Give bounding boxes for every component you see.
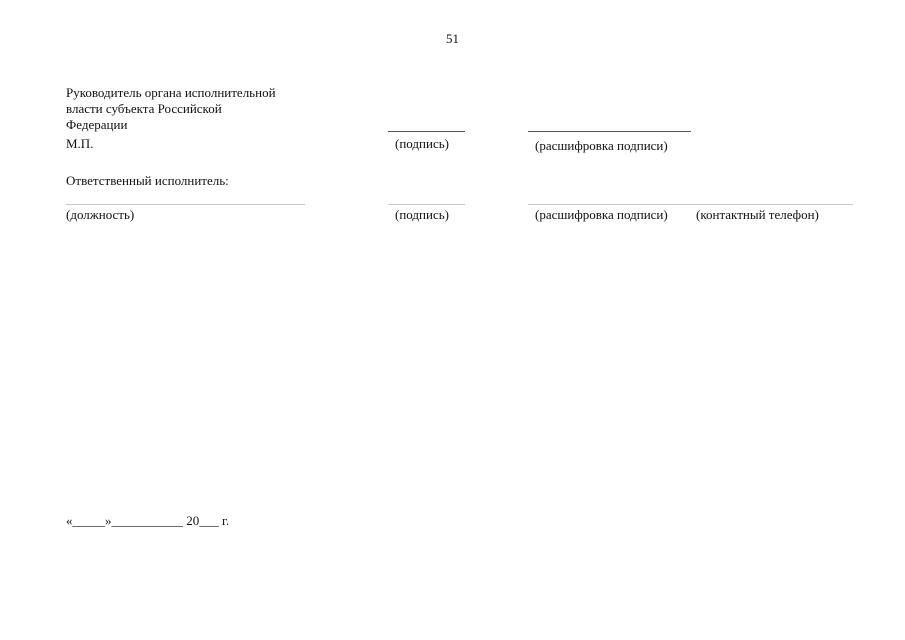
page-number: 51 <box>446 31 459 46</box>
head-decoding-line <box>528 131 691 132</box>
executor-signature-line <box>388 204 465 205</box>
executor-decoding-phone-line <box>528 204 853 205</box>
executor-phone-caption: (контактный телефон) <box>696 207 819 222</box>
executor-signature-caption: (подпись) <box>395 207 449 222</box>
head-title-line-3: Федерации <box>66 117 128 132</box>
head-signature-caption: (подпись) <box>395 136 449 151</box>
executor-position-line <box>66 204 305 205</box>
date-line: «_____»___________ 20___ г. <box>66 513 230 528</box>
head-title-line-1: Руководитель органа исполнительной <box>66 85 276 100</box>
executor-decoding-caption: (расшифровка подписи) <box>535 207 668 222</box>
stamp-label: М.П. <box>66 136 94 151</box>
executor-position-caption: (должность) <box>66 207 135 222</box>
executor-label: Ответственный исполнитель: <box>66 173 229 188</box>
head-title-line-2: власти субъекта Российской <box>66 101 222 116</box>
head-decoding-caption: (расшифровка подписи) <box>535 138 668 153</box>
head-signature-line <box>388 131 465 132</box>
